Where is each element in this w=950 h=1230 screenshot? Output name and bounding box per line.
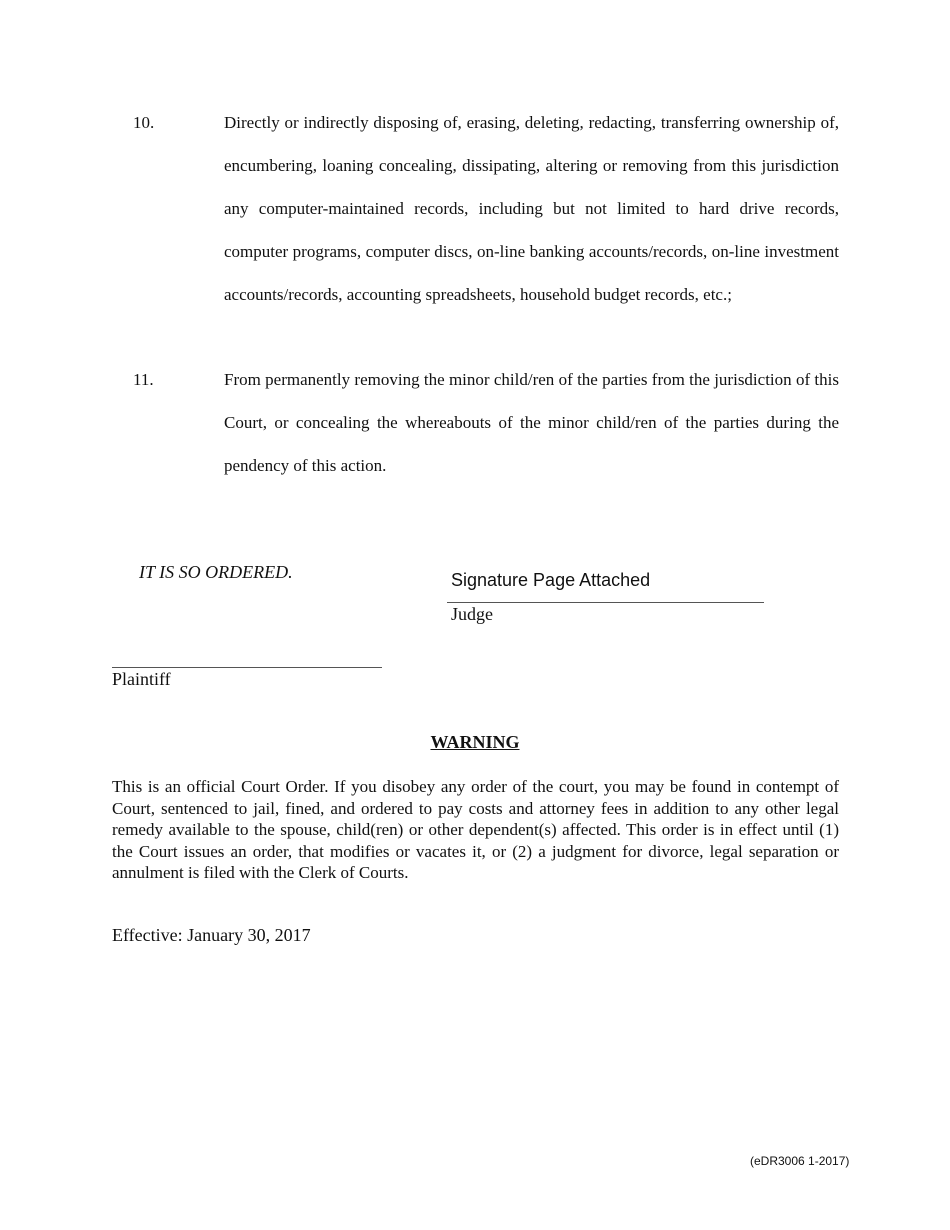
plaintiff-signature-line (112, 667, 382, 668)
judge-signature-line (447, 602, 764, 603)
plaintiff-signature-block (112, 667, 382, 690)
effective-date: Effective: January 30, 2017 (112, 925, 311, 945)
item-text: Directly or indirectly disposing of, erasing, deleting, redacting, transferring ownership of, encumbering, loaning concealing, dissipating, altering or removing from this jurisdiction any computer-maintained records, including but not limited to hard drive records, computer programs, computer discs, on-line banking accounts/records, on-line investment accounts/records, accounting spreadsheets, household budget records, etc.; (224, 113, 839, 304)
plaintiff-label: Plaintiff (112, 669, 171, 689)
so-ordered-text: IT IS SO ORDERED. (139, 562, 293, 582)
judge-signature-block (447, 567, 764, 625)
warning-heading: WARNING (430, 732, 520, 752)
item-text: From permanently removing the minor child/ren of the parties from the jurisdiction of this Court, or concealing the whereabouts of the minor child/ren of the parties during the pendency of this action. (224, 370, 839, 475)
item-number: 11. (133, 370, 154, 389)
item-number: 10. (133, 113, 155, 132)
judge-label: Judge (451, 604, 493, 624)
form-id-footer: (eDR3006 1-2017) (750, 1154, 850, 1168)
signature-attached-text: Signature Page Attached (451, 570, 651, 590)
warning-paragraph: This is an official Court Order. If you disobey any order of the court, you may be found in contempt of Court, sentenced to jail, fined, and ordered to pay costs and attorney fees in addition to any other legal remedy available to the spouse, child(ren) or other dependent(s) affected. This order is in effect until (1) the Court issues an order, that modifies or vacates it, or (2) a judgment for divorce, legal separation or annulment is filed with the Clerk of Courts. (112, 777, 839, 882)
